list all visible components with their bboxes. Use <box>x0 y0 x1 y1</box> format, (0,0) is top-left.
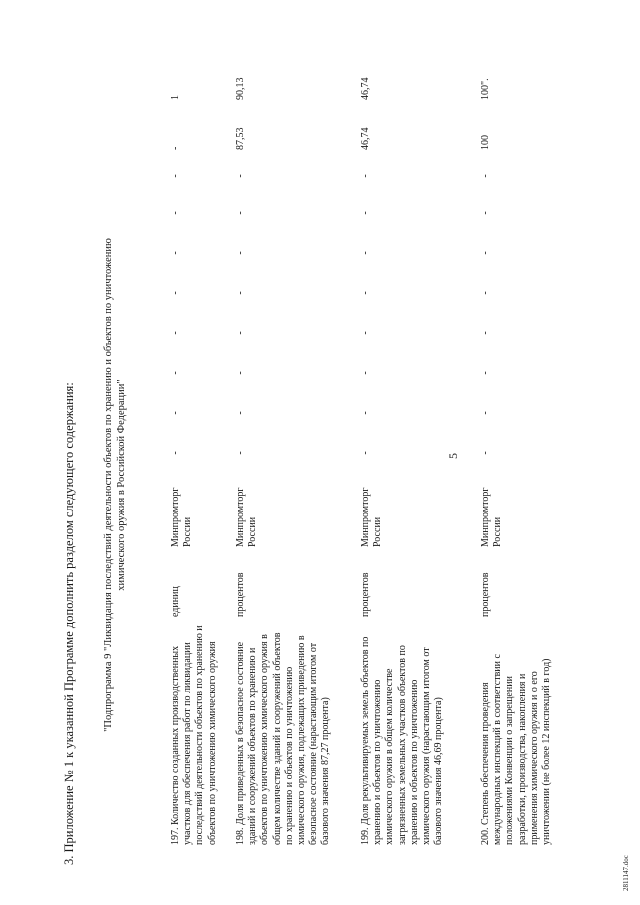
year-value: 1 <box>170 95 181 100</box>
unit-of-measure: процентов <box>480 572 491 617</box>
year-value-empty: - <box>170 371 181 375</box>
indicator-name: 198. Доля приведенных в безопасное состояние зданий и сооружений объектов по хранению и объектов по уничтожению химического оружия в общем количестве зданий и сооружений объектов по хранению и объектов по уничтожению химического оружия, подлежащих приведению в безопасное состояние (нарастающим итогом от базового значения 87,27 процента) <box>235 632 332 845</box>
unit-of-measure: процентов <box>360 572 371 617</box>
year-value-empty: - <box>170 211 181 215</box>
year-value-empty: - <box>170 331 181 335</box>
footer-document-code: 2811147.doc <box>622 855 630 891</box>
subprogram-title: "Подпрограмма 9 "Ликвидация последствий деятельности объектов по хранению и объектов по уничтожению химического оружия в Российской Федерации" <box>103 238 127 732</box>
responsible-agency: Минпромторг России <box>235 487 259 547</box>
year-value: 87,53 <box>235 127 246 150</box>
indicator-name: 200. Степень обеспечения проведения международных инспекций в соответствии с положениями Конвенции о запрещении разработки, производства, накопления и применения химического оружия и о его уничтожении (не более 12 инспекций в год) <box>480 654 553 845</box>
year-value-empty: - <box>360 451 371 455</box>
responsible-agency: Минпромторг России <box>170 487 194 547</box>
responsible-agency: Минпромторг России <box>480 487 504 547</box>
year-value-empty: - <box>360 291 371 295</box>
year-value-empty: - <box>480 291 491 295</box>
year-value-empty: - <box>235 371 246 375</box>
year-value-empty: - <box>170 251 181 255</box>
year-value-empty: - <box>480 331 491 335</box>
year-value: 100". <box>480 78 491 100</box>
year-value-empty: - <box>480 251 491 255</box>
year-value-empty: - <box>235 174 246 178</box>
unit-of-measure: единиц <box>170 586 181 617</box>
year-value-empty: - <box>480 451 491 455</box>
year-value-empty: - <box>170 451 181 455</box>
year-value-empty: - <box>480 371 491 375</box>
year-value-empty: - <box>235 251 246 255</box>
responsible-agency: Минпромторг России <box>360 487 384 547</box>
year-value: 90,13 <box>235 77 246 100</box>
year-value-empty: - <box>480 411 491 415</box>
year-value-empty: - <box>235 211 246 215</box>
page-number: 5 <box>446 453 460 459</box>
year-value: 100 <box>480 135 491 150</box>
year-value-empty: - <box>235 451 246 455</box>
year-value: - <box>170 146 181 150</box>
year-value-empty: - <box>360 211 371 215</box>
year-value-empty: - <box>170 291 181 295</box>
year-value-empty: - <box>480 211 491 215</box>
year-value: 46,74 <box>360 77 371 100</box>
year-value-empty: - <box>235 411 246 415</box>
indicator-name: 197. Количество созданных производственных участков для обеспечения работ по ликвидации последствий деятельности объектов по хранению и объектов по уничтожению химического оружия <box>170 625 218 845</box>
year-value-empty: - <box>360 331 371 335</box>
year-value: 46,74 <box>360 127 371 150</box>
intro-line: 3. Приложение № 1 к указанной Программе дополнить разделом следующего содержания: <box>62 382 76 865</box>
year-value-empty: - <box>170 174 181 178</box>
year-value-empty: - <box>360 251 371 255</box>
year-value-empty: - <box>360 411 371 415</box>
year-value-empty: - <box>235 331 246 335</box>
year-value-empty: - <box>235 291 246 295</box>
year-value-empty: - <box>360 174 371 178</box>
year-value-empty: - <box>170 411 181 415</box>
indicator-name: 199. Доля рекультивируемых земель объектов по хранению и объектов по уничтожению химического оружия в общем количестве загрязненных земельных участков объектов по хранению и объектов по уничтожению химического оружия (нарастающим итогом от базового значения 46,69 процента) <box>360 636 445 845</box>
unit-of-measure: процентов <box>235 572 246 617</box>
year-value-empty: - <box>480 174 491 178</box>
year-value-empty: - <box>360 371 371 375</box>
